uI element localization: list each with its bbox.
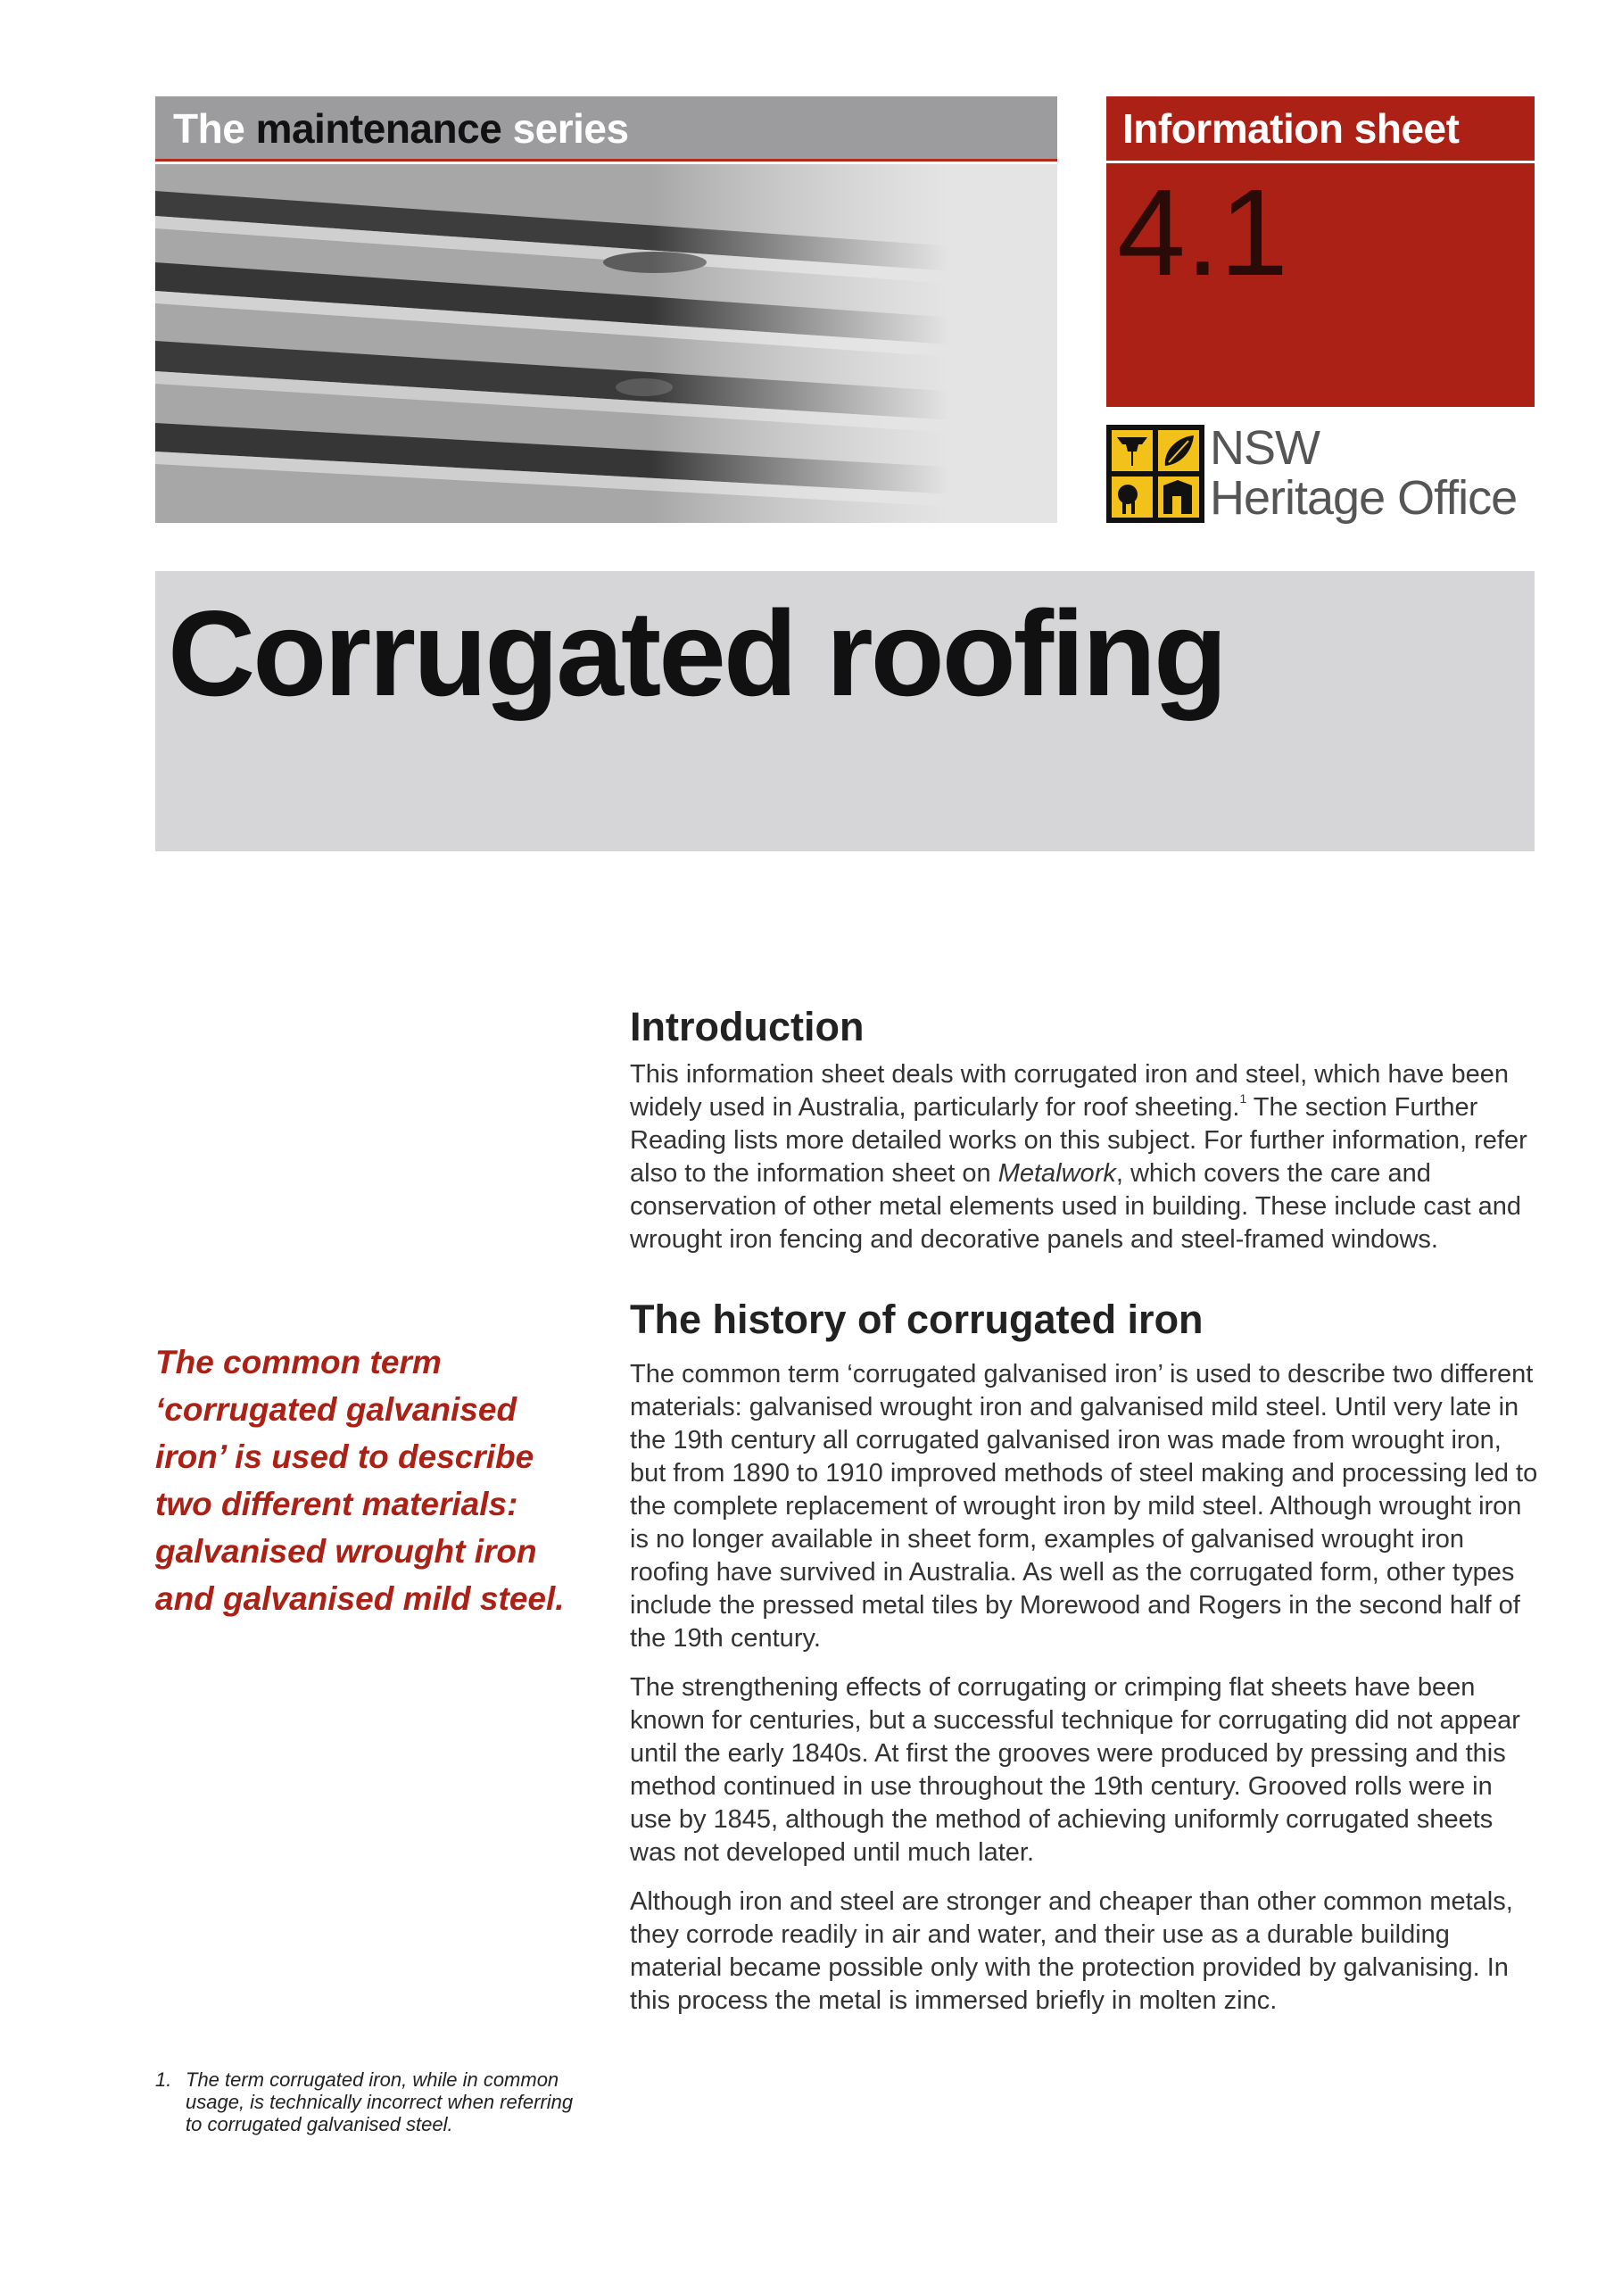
information-sheet-label: Information sheet bbox=[1122, 105, 1460, 152]
intro-text-c: , which covers the care and conservation of other metal elements used in building. These include cast and wrought iron fencing and decorative panels and steel-framed windows. bbox=[630, 1159, 1521, 1254]
page-title: Corrugated roofing bbox=[168, 585, 1226, 721]
series-word-series: series bbox=[512, 105, 629, 152]
history-paragraph: The strengthening effects of corrugating or crimping flat sheets have been known for centuries, but a successful technique for corrugating did not appear until the early 1840s. At first the grooves were produced by pressing and this method continued in use throughout the 19th century. Grooved rolls were in use by 1845, although the method of achieving uniformly corrugated sheets was not developed until much later. bbox=[630, 1673, 1520, 1867]
series-underline bbox=[155, 159, 1057, 162]
information-sheet-number: 4.1 bbox=[1117, 164, 1288, 302]
pull-quote: The common term ‘corrugated galvanised iron’ is used to describe two different materials: galvanised wrought iron and galvanised mild steel. bbox=[155, 1344, 565, 1617]
intro-text-a: This information sheet deals with corrugated iron and steel, which have been widely used in Australia, particularly for roof sheeting. bbox=[630, 1060, 1509, 1122]
series-banner bbox=[155, 96, 1057, 161]
main-column bbox=[630, 999, 1540, 2034]
history-heading: The history of corrugated iron bbox=[630, 1297, 1204, 1342]
org-line-nsw: NSW bbox=[1210, 421, 1320, 475]
org-line-heritage-office: Heritage Office bbox=[1210, 471, 1518, 525]
introduction-heading: Introduction bbox=[630, 1004, 865, 1049]
series-word-maintenance: maintenance bbox=[255, 105, 502, 152]
nsw-heritage-logo-icon bbox=[1106, 425, 1204, 523]
footnote-text: The term corrugated iron, while in common usage, is technically incorrect when referring to corrugated galvanised steel. bbox=[186, 2068, 574, 2135]
intro-text-b: The section Further Reading lists more detailed works on this subject. For further information, refer also to the information sheet on bbox=[630, 1093, 1527, 1188]
metalwork-reference: Metalwork bbox=[997, 1159, 1116, 1188]
nsw-heritage-office-wordmark bbox=[1210, 423, 1517, 523]
footnote-ref-1: 1 bbox=[1239, 1091, 1247, 1106]
footnote-number: 1. bbox=[155, 2068, 172, 2091]
information-sheet-box bbox=[1106, 96, 1535, 407]
information-sheet-divider bbox=[1106, 161, 1535, 163]
footnote bbox=[155, 2068, 583, 2135]
history-paragraph: Although iron and steel are stronger and cheaper than other common metals, they corrode readily in air and water, and their use as a durable building material became possible only with the protection provided by galvanising. In this process the metal is immersed briefly in molten zinc. bbox=[630, 1887, 1513, 2015]
series-word-the: The bbox=[173, 105, 245, 152]
corrugated-roof-photo bbox=[155, 164, 1057, 523]
title-band bbox=[155, 571, 1535, 851]
history-paragraph: The common term ‘corrugated galvanised iron’ is used to describe two different materials: galvanised wrought iron and galvanised mild steel. Until very late in the 19th century all corrugated galvanised iron was made from wrought iron, but from 1890 to 1910 improved methods of steel making and processing led to the complete replacement of wrought iron by mild steel. Although wrought iron is no longer available in sheet form, examples of galvanised wrought iron roofing have survived in Australia. As well as the corrugated form, other types include the pressed metal tiles by Morewood and Rogers in the second half of the 19th century. bbox=[630, 1360, 1538, 1653]
introduction-paragraph bbox=[630, 1058, 1540, 1256]
